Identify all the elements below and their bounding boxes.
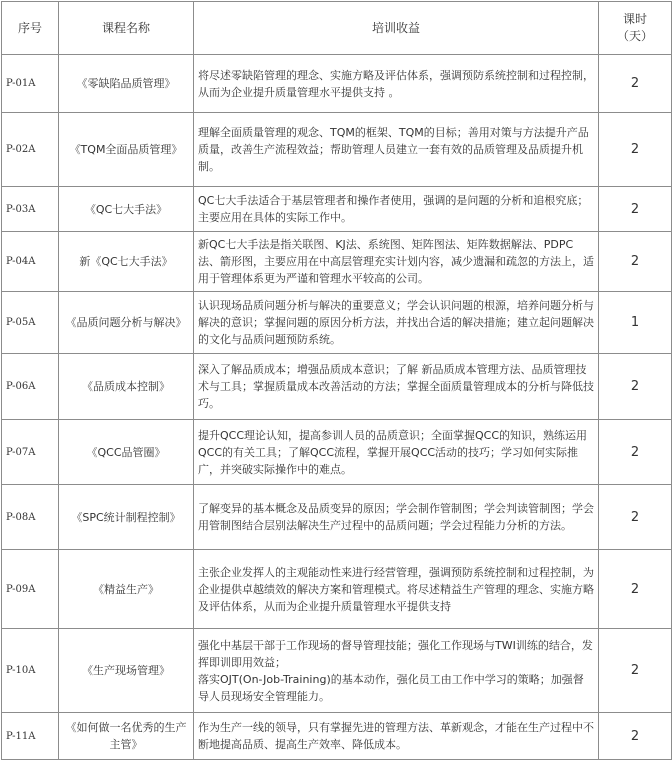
course-name: 《精益生产》	[59, 550, 194, 629]
course-benefit: 认识现场品质问题分析与解决的重要意义；学会认识问题的根源，培养问题分析与解决的意识；掌握问题的原因分析方法，并找出合适的解决措施；建立起问题解决的文化与品质问题预防系统。	[194, 292, 599, 354]
course-name: 新《QC七大手法》	[59, 232, 194, 292]
course-id: P-02A	[2, 113, 59, 187]
course-benefit: 提升QCC理论认知，提高参训人员的品质意识；全面掌握QCC的知识，熟练运用QCC的有关工具；了解QCC流程，掌握开展QCC活动的技巧；学习如何实际推广，并突破实际操作中的难点。	[194, 420, 599, 485]
table-header-row	[2, 2, 672, 55]
header-id: 序号	[2, 2, 59, 55]
header-days	[599, 2, 672, 55]
course-days: 2	[599, 55, 672, 113]
course-benefit: 新QC七大手法是指关联图、KJ法、系统图、矩阵图法、矩阵数据解法、PDPC法、箭形图，主要应用在中高层管理充实计划内容，减少遗漏和疏忽的方法上，适用于管理体系更为严谨和管理水平较高的公司。	[194, 232, 599, 292]
table-row	[2, 187, 672, 232]
course-benefit: 将尽述零缺陷管理的理念、实施方略及评估体系，强调预防系统控制和过程控制，从而为企业提升质量管理水平提供支持 。	[194, 55, 599, 113]
course-days: 2	[599, 420, 672, 485]
course-id: P-06A	[2, 354, 59, 420]
course-id: P-07A	[2, 420, 59, 485]
header-benefit: 培训收益	[194, 2, 599, 55]
header-days-line1: 课时	[622, 12, 647, 26]
course-benefit: QC七大手法适合于基层管理者和操作者使用，强调的是问题的分析和追根究底；主要应用在具体的实际工作中。	[194, 187, 599, 232]
course-days: 2	[599, 187, 672, 232]
course-name: 《QC七大手法》	[59, 187, 194, 232]
table-row	[2, 550, 672, 629]
course-id: P-08A	[2, 485, 59, 550]
course-days: 2	[599, 629, 672, 713]
course-id: P-03A	[2, 187, 59, 232]
course-benefit	[194, 629, 599, 713]
course-id: P-01A	[2, 55, 59, 113]
course-benefit: 作为生产一线的领导，只有掌握先进的管理方法、革新观念，才能在生产过程中不断地提高品质、提高生产效率、降低成本。	[194, 713, 599, 760]
course-name: 《品质问题分析与解决》	[59, 292, 194, 354]
table-row	[2, 485, 672, 550]
course-name: 《零缺陷品质管理》	[59, 55, 194, 113]
course-id: P-04A	[2, 232, 59, 292]
course-name: 《品质成本控制》	[59, 354, 194, 420]
course-name: 《QCC品管圈》	[59, 420, 194, 485]
table-row	[2, 232, 672, 292]
course-days: 1	[599, 292, 672, 354]
course-days: 2	[599, 232, 672, 292]
course-benefit: 理解全面质量管理的观念、TQM的框架、TQM的目标；善用对策与方法提升产品质量，改善生产流程效益；帮助管理人员建立一套有效的品质管理及品质提升机制。	[194, 113, 599, 187]
course-days: 2	[599, 550, 672, 629]
table-row	[2, 713, 672, 760]
course-id: P-10A	[2, 629, 59, 713]
table-row	[2, 292, 672, 354]
table-row	[2, 629, 672, 713]
header-name: 课程名称	[59, 2, 194, 55]
course-benefit: 深入了解品质成本；增强品质成本意识；了解 新品质成本管理方法、品质管理技术与工具；掌握质量成本改善活动的方法；掌握全面质量管理成本的分析与降低技巧。	[194, 354, 599, 420]
course-benefit: 主张企业发挥人的主观能动性来进行经营管理，强调预防系统控制和过程控制，为企业提供卓越绩效的解决方案和管理模式。将尽述精益生产管理的理念、实施方略及评估体系，从而为企业提升质量管理水平提供支持	[194, 550, 599, 629]
course-table	[1, 1, 672, 760]
course-name: 《SPC统计制程控制》	[59, 485, 194, 550]
course-days: 2	[599, 485, 672, 550]
course-name: 《生产现场管理》	[59, 629, 194, 713]
course-days: 2	[599, 113, 672, 187]
course-id: P-05A	[2, 292, 59, 354]
course-id: P-11A	[2, 713, 59, 760]
table-row	[2, 55, 672, 113]
course-days: 2	[599, 713, 672, 760]
course-name: 《如何做一名优秀的生产主管》	[59, 713, 194, 760]
table-row	[2, 420, 672, 485]
header-days-line2: （天）	[616, 29, 653, 43]
table-row	[2, 113, 672, 187]
course-benefit: 了解变异的基本概念及品质变异的原因；学会制作管制图；学会判读管制图；学会用管制图结合层别法解决生产过程中的品质问题；学会过程能力分析的方法。	[194, 485, 599, 550]
course-days: 2	[599, 354, 672, 420]
course-id: P-09A	[2, 550, 59, 629]
course-benefit-line: 强化中基层干部于工作现场的督导管理技能；强化工作现场与TWI训练的结合，发挥即训即用效益；	[198, 638, 593, 669]
course-name: 《TQM全面品质管理》	[59, 113, 194, 187]
table-row	[2, 354, 672, 420]
course-benefit-line: 落实OJT(On-Job-Training)的基本动作，强化员工由工作中学习的策略；加强督导人员现场安全管理能力。	[198, 672, 584, 703]
